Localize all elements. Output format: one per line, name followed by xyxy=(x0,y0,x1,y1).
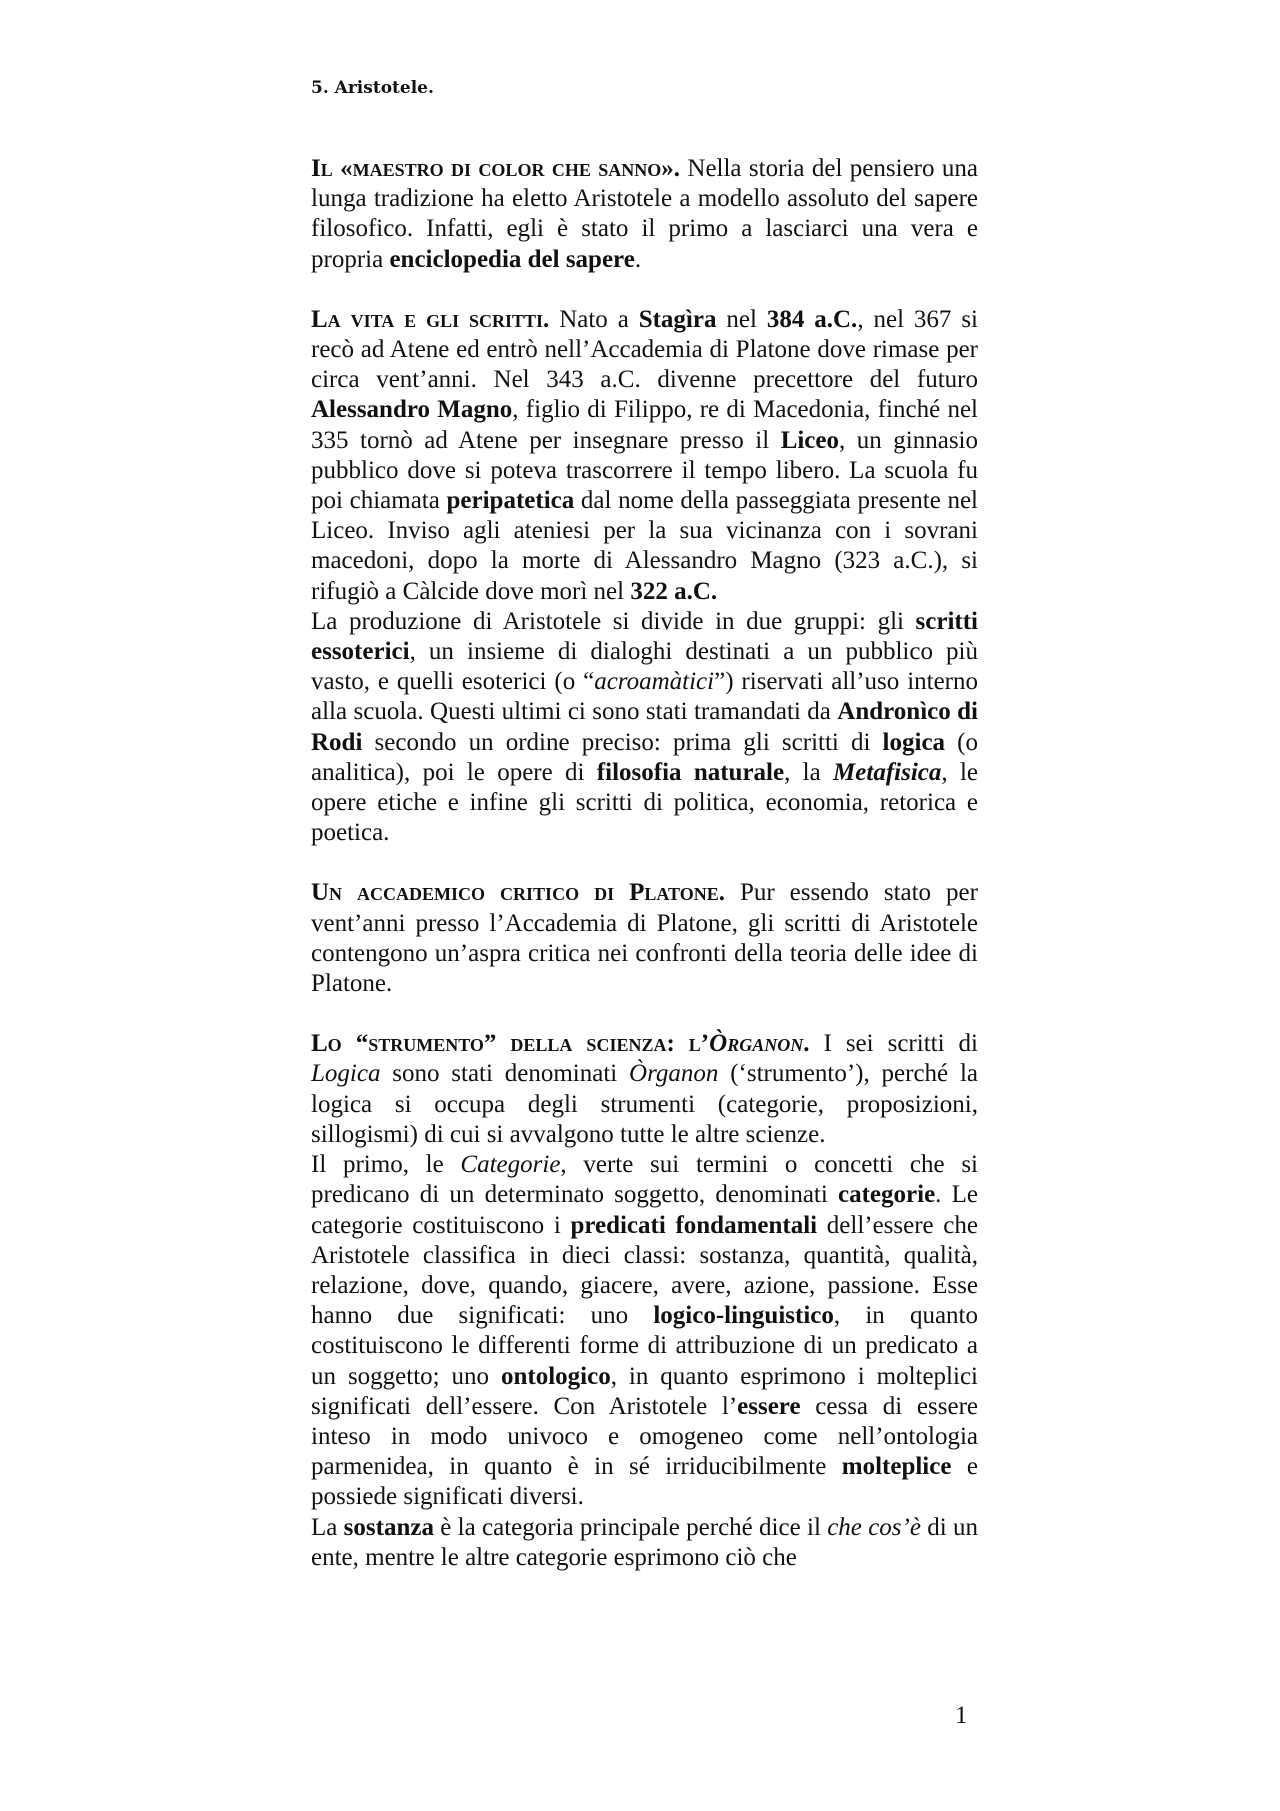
heading-italic-part: Òrganon xyxy=(709,1030,804,1058)
text-run: (‘strumento’), perché la logica si occupa degli strumenti (categorie, proposizioni, sillogismi) di cui si avvalgono tutte le altre scienze. xyxy=(311,1060,978,1148)
chapter-title: 5. Aristotele. xyxy=(311,78,434,98)
paragraph-produzione xyxy=(311,607,978,849)
paragraph-organon xyxy=(311,1029,978,1150)
bold-italic-title: Metafisica xyxy=(833,758,942,786)
text-run: Il primo, le xyxy=(311,1151,461,1179)
bold-term: logica xyxy=(882,728,946,756)
bold-term: Liceo xyxy=(780,426,840,454)
text-run: e possiede significati diversi. xyxy=(311,1453,978,1511)
bold-term: ontologico xyxy=(500,1362,611,1390)
text-run: è la categoria principale perché dice il xyxy=(433,1513,828,1541)
text-run: nel xyxy=(716,305,767,333)
italic-term: che cos’è xyxy=(827,1513,921,1541)
section-heading-vita: La vita e gli scritti. xyxy=(311,305,550,333)
text-run: I sei scritti di xyxy=(809,1030,978,1058)
bold-term: enciclopedia del sapere xyxy=(389,245,635,273)
bold-term: categorie xyxy=(838,1181,936,1209)
text-run: , la xyxy=(784,758,834,786)
text-run: Nella storia del pensiero una lunga tradizione ha eletto Aristotele a modello assoluto del sapere filosofico. Infatti, egli è stato il primo a lasciarci una vera e propria xyxy=(311,155,978,273)
text-run: , le opere etiche e infine gli scritti di politica, economia, retorica e poetica. xyxy=(311,758,978,847)
text-run: cessa di essere inteso in modo univoco e omogeneo come nell’ontologia parmenidea, in quanto è in sé irriducibilmente xyxy=(311,1392,978,1481)
bold-term: 322 a.C. xyxy=(630,577,718,605)
text-run: , nel 367 si recò ad Atene ed entrò nell’Accademia di Platone dove rimase per circa vent’anni. Nel 343 a.C. divenne precettore del futuro xyxy=(311,305,978,394)
text-run: Pur essendo stato per vent’anni presso l’Accademia di Platone, gli scritti di Aristotele contengono un’aspra critica nei confronti della teoria delle idee di Platone. xyxy=(311,879,978,998)
text-run: . Le categorie costituiscono i xyxy=(311,1181,978,1239)
paragraph-categorie xyxy=(311,1150,978,1512)
text-run: , un insieme di dialoghi destinati a un pubblico più vasto, e quelli esoterici (o “ xyxy=(311,638,978,696)
italic-term: Logica xyxy=(311,1060,381,1088)
italic-term: acroamàtici xyxy=(594,668,715,696)
paragraph-gap xyxy=(311,848,978,878)
text-run: Nato a xyxy=(549,305,639,333)
text-run: , in quanto costituiscono le differenti forme di attribuzione di un predicato a un soggetto; uno xyxy=(311,1302,978,1390)
section-heading-critico: Un accademico critico di Platone. xyxy=(311,879,725,907)
text-run: dal nome della passeggiata presente nel Liceo. Inviso agli ateniesi per la sua vicinanza con i sovrani macedoni, dopo la morte di Alessandro Magno (323 a.C.), si rifugiò a Càlcide dove morì nel xyxy=(311,487,979,605)
bold-term: Stagìra xyxy=(638,305,717,333)
text-run: , verte sui termini o concetti che si predicano di un determinato soggetto, denominati xyxy=(311,1151,978,1209)
text-run: , in quanto esprimono i molteplici significati dell’essere. Con Aristotele l’ xyxy=(311,1362,978,1420)
text-run: sono stati denominati xyxy=(380,1060,630,1088)
paragraph-critico xyxy=(311,878,978,999)
bold-term: filosofia naturale xyxy=(596,758,785,786)
text-run: (o analitica), poi le opere di xyxy=(311,728,978,786)
text-run: , un ginnasio pubblico dove si poteva trascorrere il tempo libero. La scuola fu poi chiamata xyxy=(311,426,978,515)
heading-part: Lo “strumento” della scienza: l’ xyxy=(311,1030,710,1058)
paragraph-gap xyxy=(311,275,978,305)
bold-term: scritti essoterici xyxy=(311,607,978,666)
heading-part: . xyxy=(803,1030,810,1058)
bold-term: Alessandro Magno xyxy=(311,396,513,424)
text-run: , figlio di Filippo, re di Macedonia, finché nel 335 tornò ad Atene per insegnare presso il xyxy=(311,396,978,454)
bold-term: logico-linguistico xyxy=(653,1302,834,1330)
bold-term: 384 a.C. xyxy=(766,305,858,333)
paragraph-gap xyxy=(311,999,978,1029)
paragraph-maestro xyxy=(311,154,978,275)
section-heading-maestro: Il «maestro di color che sanno». xyxy=(311,155,680,182)
bold-term: sostanza xyxy=(343,1513,434,1541)
bold-term: molteplice xyxy=(841,1453,952,1481)
text-run: di un ente, mentre le altre categorie esprimono ciò che xyxy=(311,1513,978,1571)
text-run: La produzione di Aristotele si divide in due gruppi: gli xyxy=(311,607,916,635)
page-number: 1 xyxy=(955,1702,968,1729)
text-run: secondo un ordine preciso: prima gli scritti di xyxy=(362,728,883,756)
text-run: La xyxy=(311,1513,344,1541)
bold-term: essere xyxy=(737,1392,801,1420)
section-heading-organon xyxy=(311,1030,809,1057)
bold-term: Andronìco di Rodi xyxy=(311,698,978,756)
bold-term: peripatetica xyxy=(446,487,575,515)
text-run: ”) riservati all’uso interno alla scuola. Questi ultimi ci sono stati tramandati da xyxy=(311,668,979,726)
paragraph-sostanza xyxy=(311,1513,978,1573)
body-text xyxy=(311,154,978,1573)
italic-term: Categorie xyxy=(460,1151,561,1179)
bold-term: predicati fondamentali xyxy=(570,1211,818,1239)
text-run: dell’essere che Aristotele classifica in dieci classi: sostanza, quantità, qualità, relazione, dove, quando, giacere, avere, azione, passione. Esse hanno due significati: uno xyxy=(311,1211,978,1330)
text-run: . xyxy=(634,245,642,273)
paragraph-vita xyxy=(311,305,978,607)
italic-term: Òrganon xyxy=(629,1060,719,1088)
